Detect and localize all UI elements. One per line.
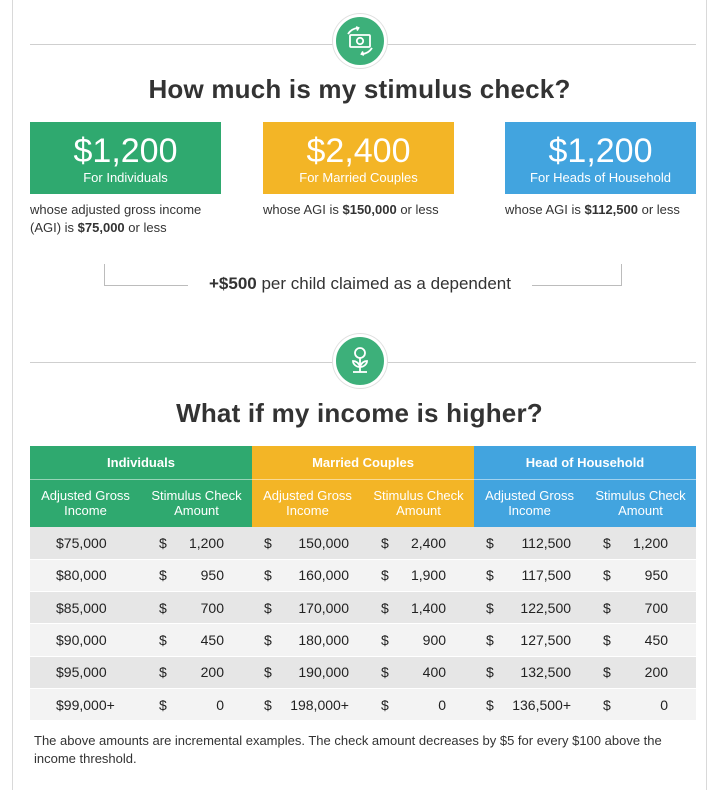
table-cell — [363, 656, 474, 688]
amount-value: 112,500 — [521, 534, 572, 551]
table-cell — [585, 592, 696, 624]
currency-symbol: $ — [486, 632, 494, 649]
currency-symbol: $ — [159, 567, 167, 584]
amount-value: 1,200 — [188, 534, 224, 551]
currency-symbol: $ — [264, 664, 272, 681]
table-cell — [252, 559, 363, 591]
amount-value: 450 — [200, 632, 224, 649]
amount-value: 950 — [200, 567, 224, 584]
currency-symbol: $ — [603, 599, 611, 616]
income-value: $75,000 — [56, 534, 107, 551]
amount-value: 200 — [644, 664, 669, 681]
column-header-income: Adjusted Gross Income — [474, 479, 585, 527]
table-cell — [252, 688, 363, 720]
currency-symbol: $ — [264, 567, 272, 584]
section1-heading: How much is my stimulus check? — [148, 74, 571, 104]
table-cell — [363, 688, 474, 720]
table-cell — [30, 688, 141, 720]
child-dependent-note: +$500 per child claimed as a dependent — [188, 274, 532, 294]
amount-value: 132,500 — [520, 664, 572, 681]
currency-symbol: $ — [381, 534, 389, 551]
table-cell — [30, 656, 141, 688]
amount-value: 150,000 — [298, 534, 349, 551]
footnote: The above amounts are incremental examples. The check amount decreases by $5 for every $100 above the income threshold. — [34, 733, 662, 766]
table-cell — [252, 527, 363, 559]
card-individuals — [30, 122, 221, 194]
table-row — [30, 559, 696, 591]
amount-value: 700 — [200, 599, 224, 616]
table-cell — [585, 656, 696, 688]
currency-symbol: $ — [159, 599, 167, 616]
amount-value: 0 — [660, 696, 669, 713]
amount-value: 2,400 — [410, 534, 447, 551]
table-cell — [363, 592, 474, 624]
group-header-individuals: Individuals — [30, 446, 252, 479]
currency-symbol: $ — [603, 567, 611, 584]
currency-symbol: $ — [159, 534, 167, 551]
table-row — [30, 688, 696, 720]
table-cell — [141, 592, 252, 624]
amount-value: 200 — [200, 664, 224, 681]
currency-symbol: $ — [381, 567, 389, 584]
card-description-head-of-household: whose AGI is $112,500 or less — [505, 202, 680, 217]
currency-symbol: $ — [381, 632, 389, 649]
table-cell — [474, 624, 585, 656]
table-cell — [30, 559, 141, 591]
income-value: $99,000+ — [56, 696, 115, 713]
currency-symbol: $ — [264, 632, 272, 649]
currency-symbol: $ — [264, 599, 272, 616]
table-cell — [474, 592, 585, 624]
income-value: $85,000 — [56, 599, 107, 616]
currency-symbol: $ — [486, 664, 494, 681]
amount-value: 450 — [644, 632, 669, 649]
table-cell — [141, 624, 252, 656]
amount-value: 180,000 — [298, 632, 349, 649]
amount-value: 0 — [216, 696, 224, 713]
table-cell — [585, 624, 696, 656]
card-amount: $1,200 — [73, 132, 178, 170]
income-value: $95,000 — [56, 664, 107, 681]
amount-value: 900 — [422, 632, 447, 649]
currency-symbol: $ — [159, 696, 167, 713]
amount-value: 136,500+ — [512, 696, 572, 713]
card-head-of-household — [505, 122, 696, 194]
card-description-individuals: whose adjusted gross income (AGI) is $75,000 or less — [30, 202, 202, 235]
amount-value: 170,000 — [298, 599, 349, 616]
table-cell — [252, 624, 363, 656]
card-amount: $1,200 — [548, 132, 653, 170]
table-cell — [363, 527, 474, 559]
amount-value: 198,000+ — [290, 696, 349, 713]
income-value: $90,000 — [56, 632, 107, 649]
currency-symbol: $ — [381, 696, 389, 713]
table-cell — [474, 559, 585, 591]
card-label: For Individuals — [83, 170, 168, 185]
currency-symbol: $ — [603, 534, 611, 551]
currency-symbol: $ — [381, 664, 389, 681]
currency-symbol: $ — [486, 696, 494, 713]
card-label: For Married Couples — [299, 170, 418, 185]
currency-symbol: $ — [603, 664, 611, 681]
card-label: For Heads of Household — [530, 170, 671, 185]
amount-value: 950 — [644, 567, 669, 584]
table-cell — [30, 624, 141, 656]
column-header-amount: Stimulus Check Amount — [141, 479, 252, 527]
card-description-married: whose AGI is $150,000 or less — [263, 202, 439, 217]
table-cell — [363, 624, 474, 656]
amount-value: 127,500 — [520, 632, 572, 649]
amount-value: 400 — [422, 664, 447, 681]
money-icon — [333, 14, 387, 68]
amount-value: 160,000 — [298, 567, 349, 584]
table-cell — [30, 592, 141, 624]
table-cell — [141, 656, 252, 688]
currency-symbol: $ — [486, 567, 494, 584]
column-header-income: Adjusted Gross Income — [252, 479, 363, 527]
amount-value: 122,500 — [520, 599, 572, 616]
column-header-amount: Stimulus Check Amount — [363, 479, 474, 527]
frame-left-border — [12, 0, 13, 790]
amount-value: 1,900 — [410, 567, 447, 584]
table-cell — [141, 688, 252, 720]
column-header-income: Adjusted Gross Income — [30, 479, 141, 527]
currency-symbol: $ — [159, 632, 167, 649]
column-header-amount: Stimulus Check Amount — [585, 479, 696, 527]
table-row — [30, 624, 696, 656]
table-row — [30, 527, 696, 559]
frame-right-border — [706, 0, 707, 790]
currency-symbol: $ — [486, 534, 494, 551]
amount-value: 190,000 — [298, 664, 349, 681]
card-married — [263, 122, 454, 194]
section2-heading: What if my income is higher? — [176, 398, 543, 428]
amount-value: 117,500 — [521, 567, 572, 584]
table-cell — [474, 656, 585, 688]
income-value: $80,000 — [56, 567, 107, 584]
table-cell — [141, 559, 252, 591]
card-amount: $2,400 — [306, 132, 411, 170]
table-cell — [30, 527, 141, 559]
currency-symbol: $ — [603, 632, 611, 649]
table-cell — [585, 527, 696, 559]
income-table — [30, 446, 696, 721]
table-row — [30, 656, 696, 688]
amount-value: 1,200 — [632, 534, 669, 551]
table-cell — [141, 527, 252, 559]
currency-symbol: $ — [264, 696, 272, 713]
currency-symbol: $ — [486, 599, 494, 616]
table-cell — [585, 559, 696, 591]
currency-symbol: $ — [381, 599, 389, 616]
table-cell — [252, 656, 363, 688]
amount-value: 0 — [438, 696, 447, 713]
table-cell — [585, 688, 696, 720]
currency-symbol: $ — [264, 534, 272, 551]
group-header-married: Married Couples — [252, 446, 474, 479]
table-cell — [474, 688, 585, 720]
table-row — [30, 592, 696, 624]
currency-symbol: $ — [603, 696, 611, 713]
group-header-head-of-household: Head of Household — [474, 446, 696, 479]
currency-symbol: $ — [159, 664, 167, 681]
amount-value: 700 — [644, 599, 669, 616]
table-cell — [252, 592, 363, 624]
amount-value: 1,400 — [410, 599, 447, 616]
table-cell — [363, 559, 474, 591]
table-cell — [474, 527, 585, 559]
plant-coin-icon — [333, 334, 387, 388]
